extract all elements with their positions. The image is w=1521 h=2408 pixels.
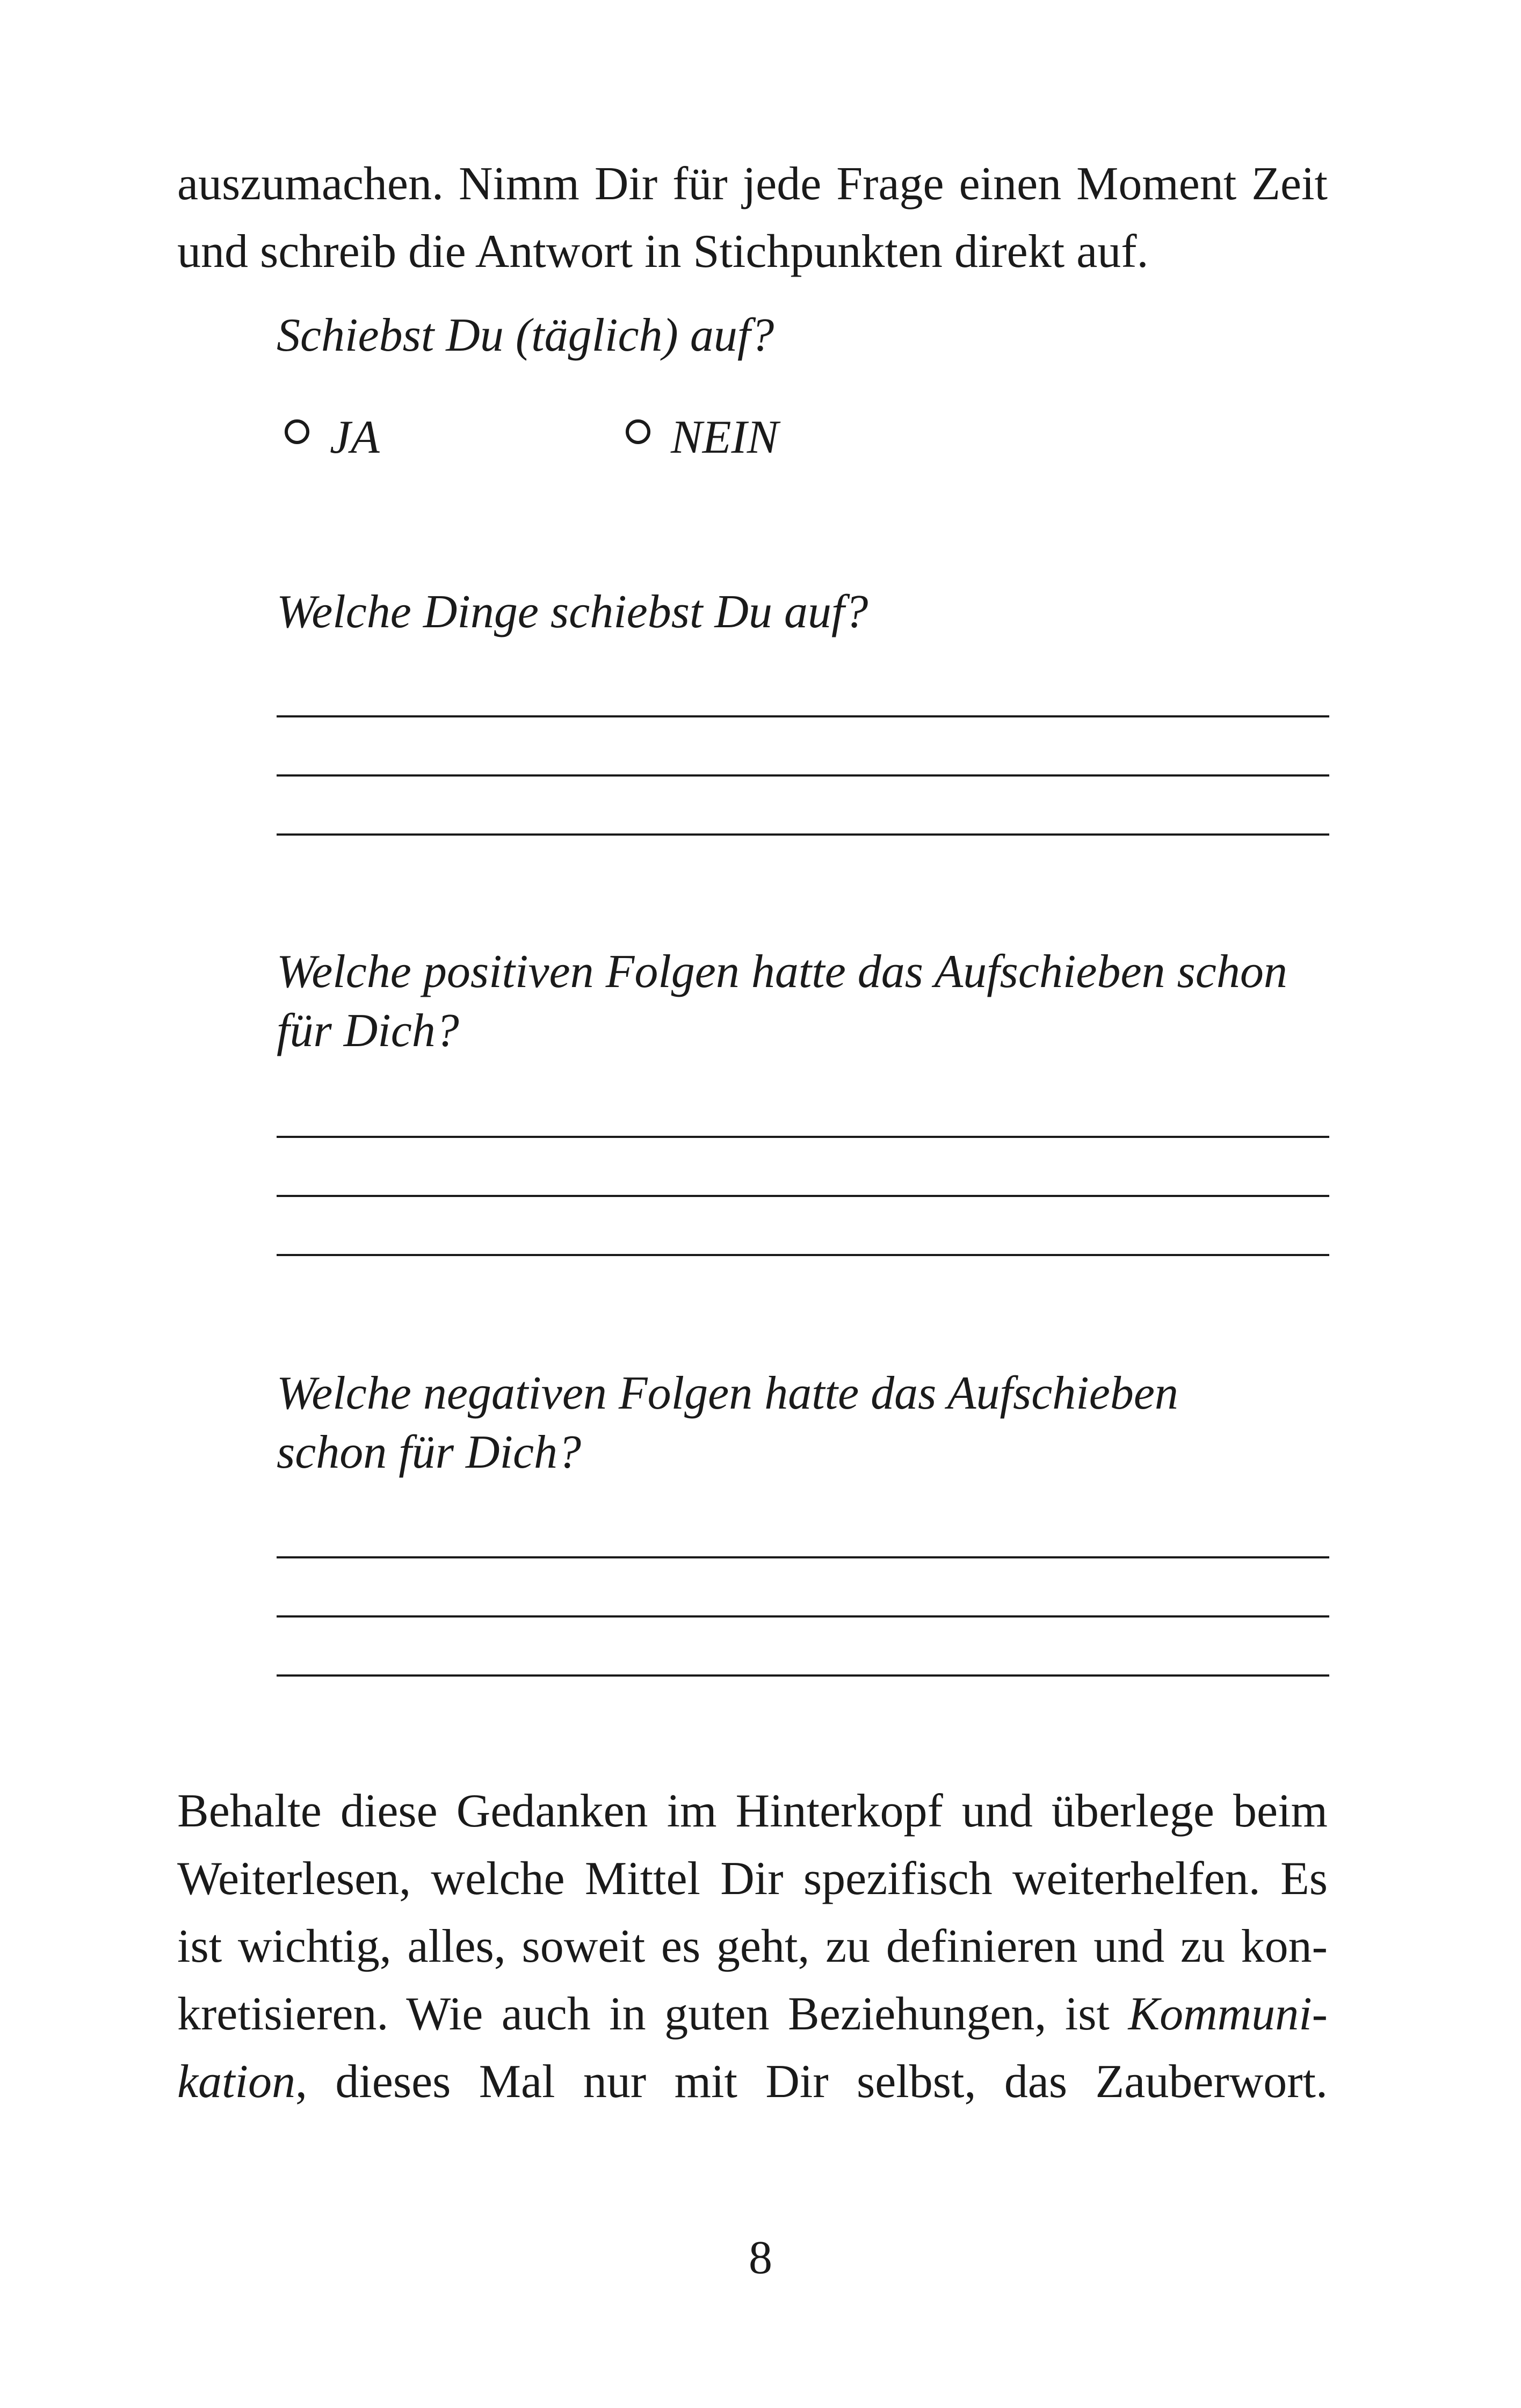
answer-line[interactable] xyxy=(277,1195,1329,1197)
question-text: für Dich? xyxy=(277,1005,459,1057)
option-label: JA xyxy=(330,411,380,463)
answer-line[interactable] xyxy=(277,1674,1329,1677)
answer-line[interactable] xyxy=(277,774,1329,777)
option-nein[interactable] xyxy=(626,408,778,467)
answer-line[interactable] xyxy=(277,715,1329,717)
closing-line: Weiterlesen, welche Mittel Dir spezifisch weiterhelfen. Es xyxy=(177,1853,1328,1905)
intro-paragraph xyxy=(177,150,1328,286)
closing-text: kretisieren. Wie auch in guten Beziehungen, ist xyxy=(177,1988,1128,2040)
closing-line: ist wichtig, alles, soweit es geht, zu definieren und zu kon- xyxy=(177,1920,1328,1972)
question-text: Welche positiven Folgen hatte das Aufschieben schon xyxy=(277,946,1287,998)
emphasis-text: kation xyxy=(177,2056,295,2108)
question-positive-consequences xyxy=(277,942,1329,1061)
radio-circle-icon[interactable] xyxy=(626,419,650,444)
question-things-postponed xyxy=(277,583,1329,642)
option-label: NEIN xyxy=(671,411,779,463)
question-text: Welche Dinge schiebst Du auf? xyxy=(277,586,868,638)
closing-line: Behalte diese Gedanken im Hinterkopf und überlege beim xyxy=(177,1785,1328,1837)
answer-line[interactable] xyxy=(277,1254,1329,1256)
option-ja[interactable] xyxy=(285,408,380,467)
closing-line xyxy=(177,1981,1328,2048)
question-negative-consequences xyxy=(277,1364,1329,1482)
radio-circle-icon[interactable] xyxy=(285,419,309,444)
intro-line: auszumachen. Nimm Dir für jede Frage einen Moment Zeit xyxy=(177,158,1328,210)
closing-text: , dieses Mal nur mit Dir selbst, das Zauberwort. xyxy=(295,2056,1328,2108)
question-text: Schiebst Du (täglich) auf? xyxy=(277,309,774,361)
answer-line[interactable] xyxy=(277,1556,1329,1558)
closing-paragraph xyxy=(177,1778,1328,2116)
intro-line: und schreib die Antwort in Stichpunkten direkt auf. xyxy=(177,226,1149,278)
answer-line[interactable] xyxy=(277,1136,1329,1138)
question-daily-procrastination xyxy=(277,306,1329,365)
question-text: schon für Dich? xyxy=(277,1426,582,1478)
answer-line[interactable] xyxy=(277,1615,1329,1618)
page-number: 8 xyxy=(749,2232,772,2284)
answer-line[interactable] xyxy=(277,833,1329,836)
closing-line xyxy=(177,2048,1328,2116)
emphasis-text: Kommuni- xyxy=(1128,1988,1328,2040)
question-text: Welche negativen Folgen hatte das Aufschieben xyxy=(277,1367,1178,1419)
